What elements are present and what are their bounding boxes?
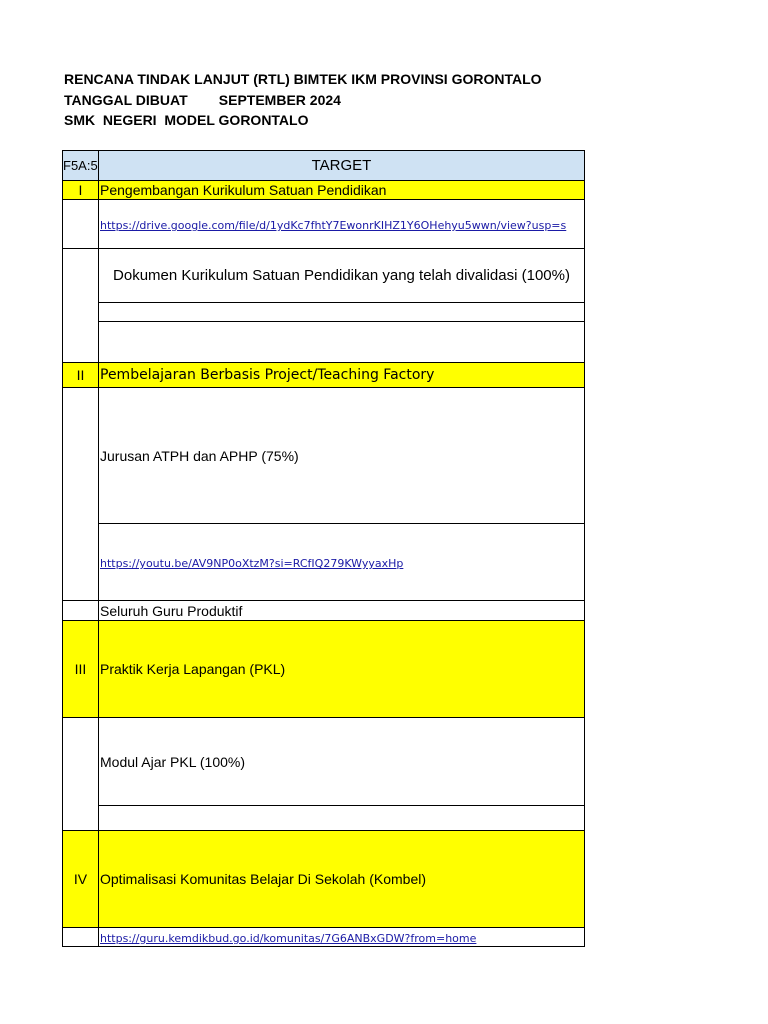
table-row [63,200,585,249]
document-title: RENCANA TINDAK LANJUT (RTL) BIMTEK IKM PROVINSI GORONTALO [64,71,542,87]
table-row [63,524,585,601]
table-row [63,388,585,524]
table-row [63,928,585,947]
target-cell: Modul Ajar PKL (100%) [99,718,585,806]
section-title: Praktik Kerja Lapangan (PKL) [99,621,585,718]
section-number: III [63,621,99,718]
table-row [63,249,585,303]
section-row-1 [63,181,585,200]
section-number: II [63,363,99,388]
section-row-2 [63,363,585,388]
section-row-3 [63,621,585,718]
section-title: Optimalisasi Komunitas Belajar Di Sekolah (Kombel) [99,831,585,928]
target-cell: Jurusan ATPH dan APHP (75%) [99,388,585,524]
header-cell-target: TARGET [99,151,585,181]
section-title: Pengembangan Kurikulum Satuan Pendidikan [99,181,585,200]
table-row [63,718,585,806]
section-row-4 [63,831,585,928]
target-cell: Dokumen Kurikulum Satuan Pendidikan yang telah divalidasi (100%) [99,249,585,303]
section-title: Pembelajaran Berbasis Project/Teaching Factory [99,363,585,388]
drive-link[interactable]: https://drive.google.com/file/d/1ydKc7fhtY7EwonrKIHZ1Y6OHehyu5wwn/view?usp=s [100,219,567,232]
table-header-row [63,151,585,181]
table-row [63,322,585,363]
date-line: TANGGAL DIBUAT SEPTEMBER 2024 [64,92,341,108]
youtube-link[interactable]: https://youtu.be/AV9NP0oXtzM?si=RCfIQ279KWyyaxHp [100,557,404,570]
rtl-table [62,150,585,947]
school-name: SMK NEGERI MODEL GORONTALO [64,112,309,128]
header-cell-ref: 5:F5A [63,151,99,181]
table-row [63,601,585,621]
section-number: I [63,181,99,200]
table-row [63,303,585,322]
kombel-link[interactable]: https://guru.kemdikbud.go.id/komunitas/7G6ANBxGDW?from=home [100,932,477,945]
section-number: IV [63,831,99,928]
table-row [63,806,585,831]
note-cell: Seluruh Guru Produktif [99,601,585,621]
